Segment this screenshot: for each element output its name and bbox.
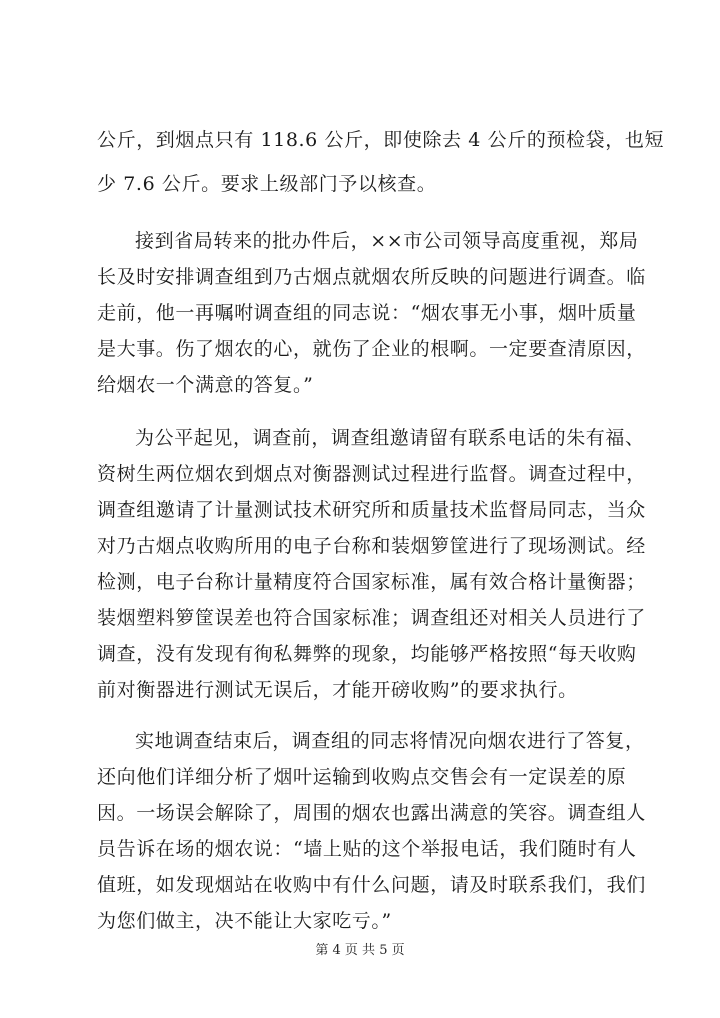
text-line: 装烟塑料箩筐误差也符合国家标准；调查组还对相关人员进行了: [97, 607, 646, 629]
text-line: 调查组邀请了计量测试技术研究所和质量技术监督局同志，当众: [97, 499, 646, 521]
text-line: 是大事。伤了烟农的心，就伤了企业的根啊。一定要查清原因，: [97, 338, 646, 360]
paragraph-start: 实地调查结束后，调查组的同志将情况向烟农进行了答复，: [135, 730, 645, 752]
text-line: 为您们做主，决不能让大家吃亏。”: [97, 910, 392, 932]
text-line: 公斤，到烟点只有 118.6 公斤，即使除去 4 公斤的预检袋，也短: [97, 129, 665, 151]
text-line: 检测，电子台称计量精度符合国家标准，属有效合格计量衡器；: [97, 571, 646, 593]
text-line: 前对衡器进行测试无误后，才能开磅收购”的要求执行。: [97, 679, 578, 701]
text-line: 给烟农一个满意的答复。”: [97, 374, 314, 396]
paragraph-start: 为公平起见，调查前，调查组邀请留有联系电话的朱有福、: [135, 427, 645, 449]
text-line: 员告诉在场的烟农说：“墙上贴的这个举报电话，我们随时有人: [97, 838, 637, 860]
page-number-footer: 第 4 页 共 5 页: [315, 943, 405, 958]
text-line: 走前，他一再嘱咐调查组的同志说：“烟农事无小事，烟叶质量: [97, 302, 637, 324]
paragraph-start: 接到省局转来的批办件后，××市公司领导高度重视，郑局: [135, 230, 639, 252]
text-line: 对乃古烟点收购所用的电子台称和装烟箩筐进行了现场测试。经: [97, 535, 646, 557]
text-line: 还向他们详细分析了烟叶运输到收购点交售会有一定误差的原: [97, 766, 627, 788]
text-line: 少 7.6 公斤。要求上级部门予以核查。: [97, 173, 437, 195]
text-line: 长及时安排调查组到乃古烟点就烟农所反映的问题进行调查。临: [97, 266, 646, 288]
text-line: 资树生两位烟农到烟点对衡器测试过程进行监督。调查过程中，: [97, 463, 646, 485]
text-line: 调查，没有发现有徇私舞弊的现象，均能够严格按照“每天收购: [97, 643, 637, 665]
text-line: 值班，如发现烟站在收购中有什么问题，请及时联系我们，我们: [97, 874, 646, 896]
text-line: 因。一场误会解除了，周围的烟农也露出满意的笑容。调查组人: [97, 802, 646, 824]
